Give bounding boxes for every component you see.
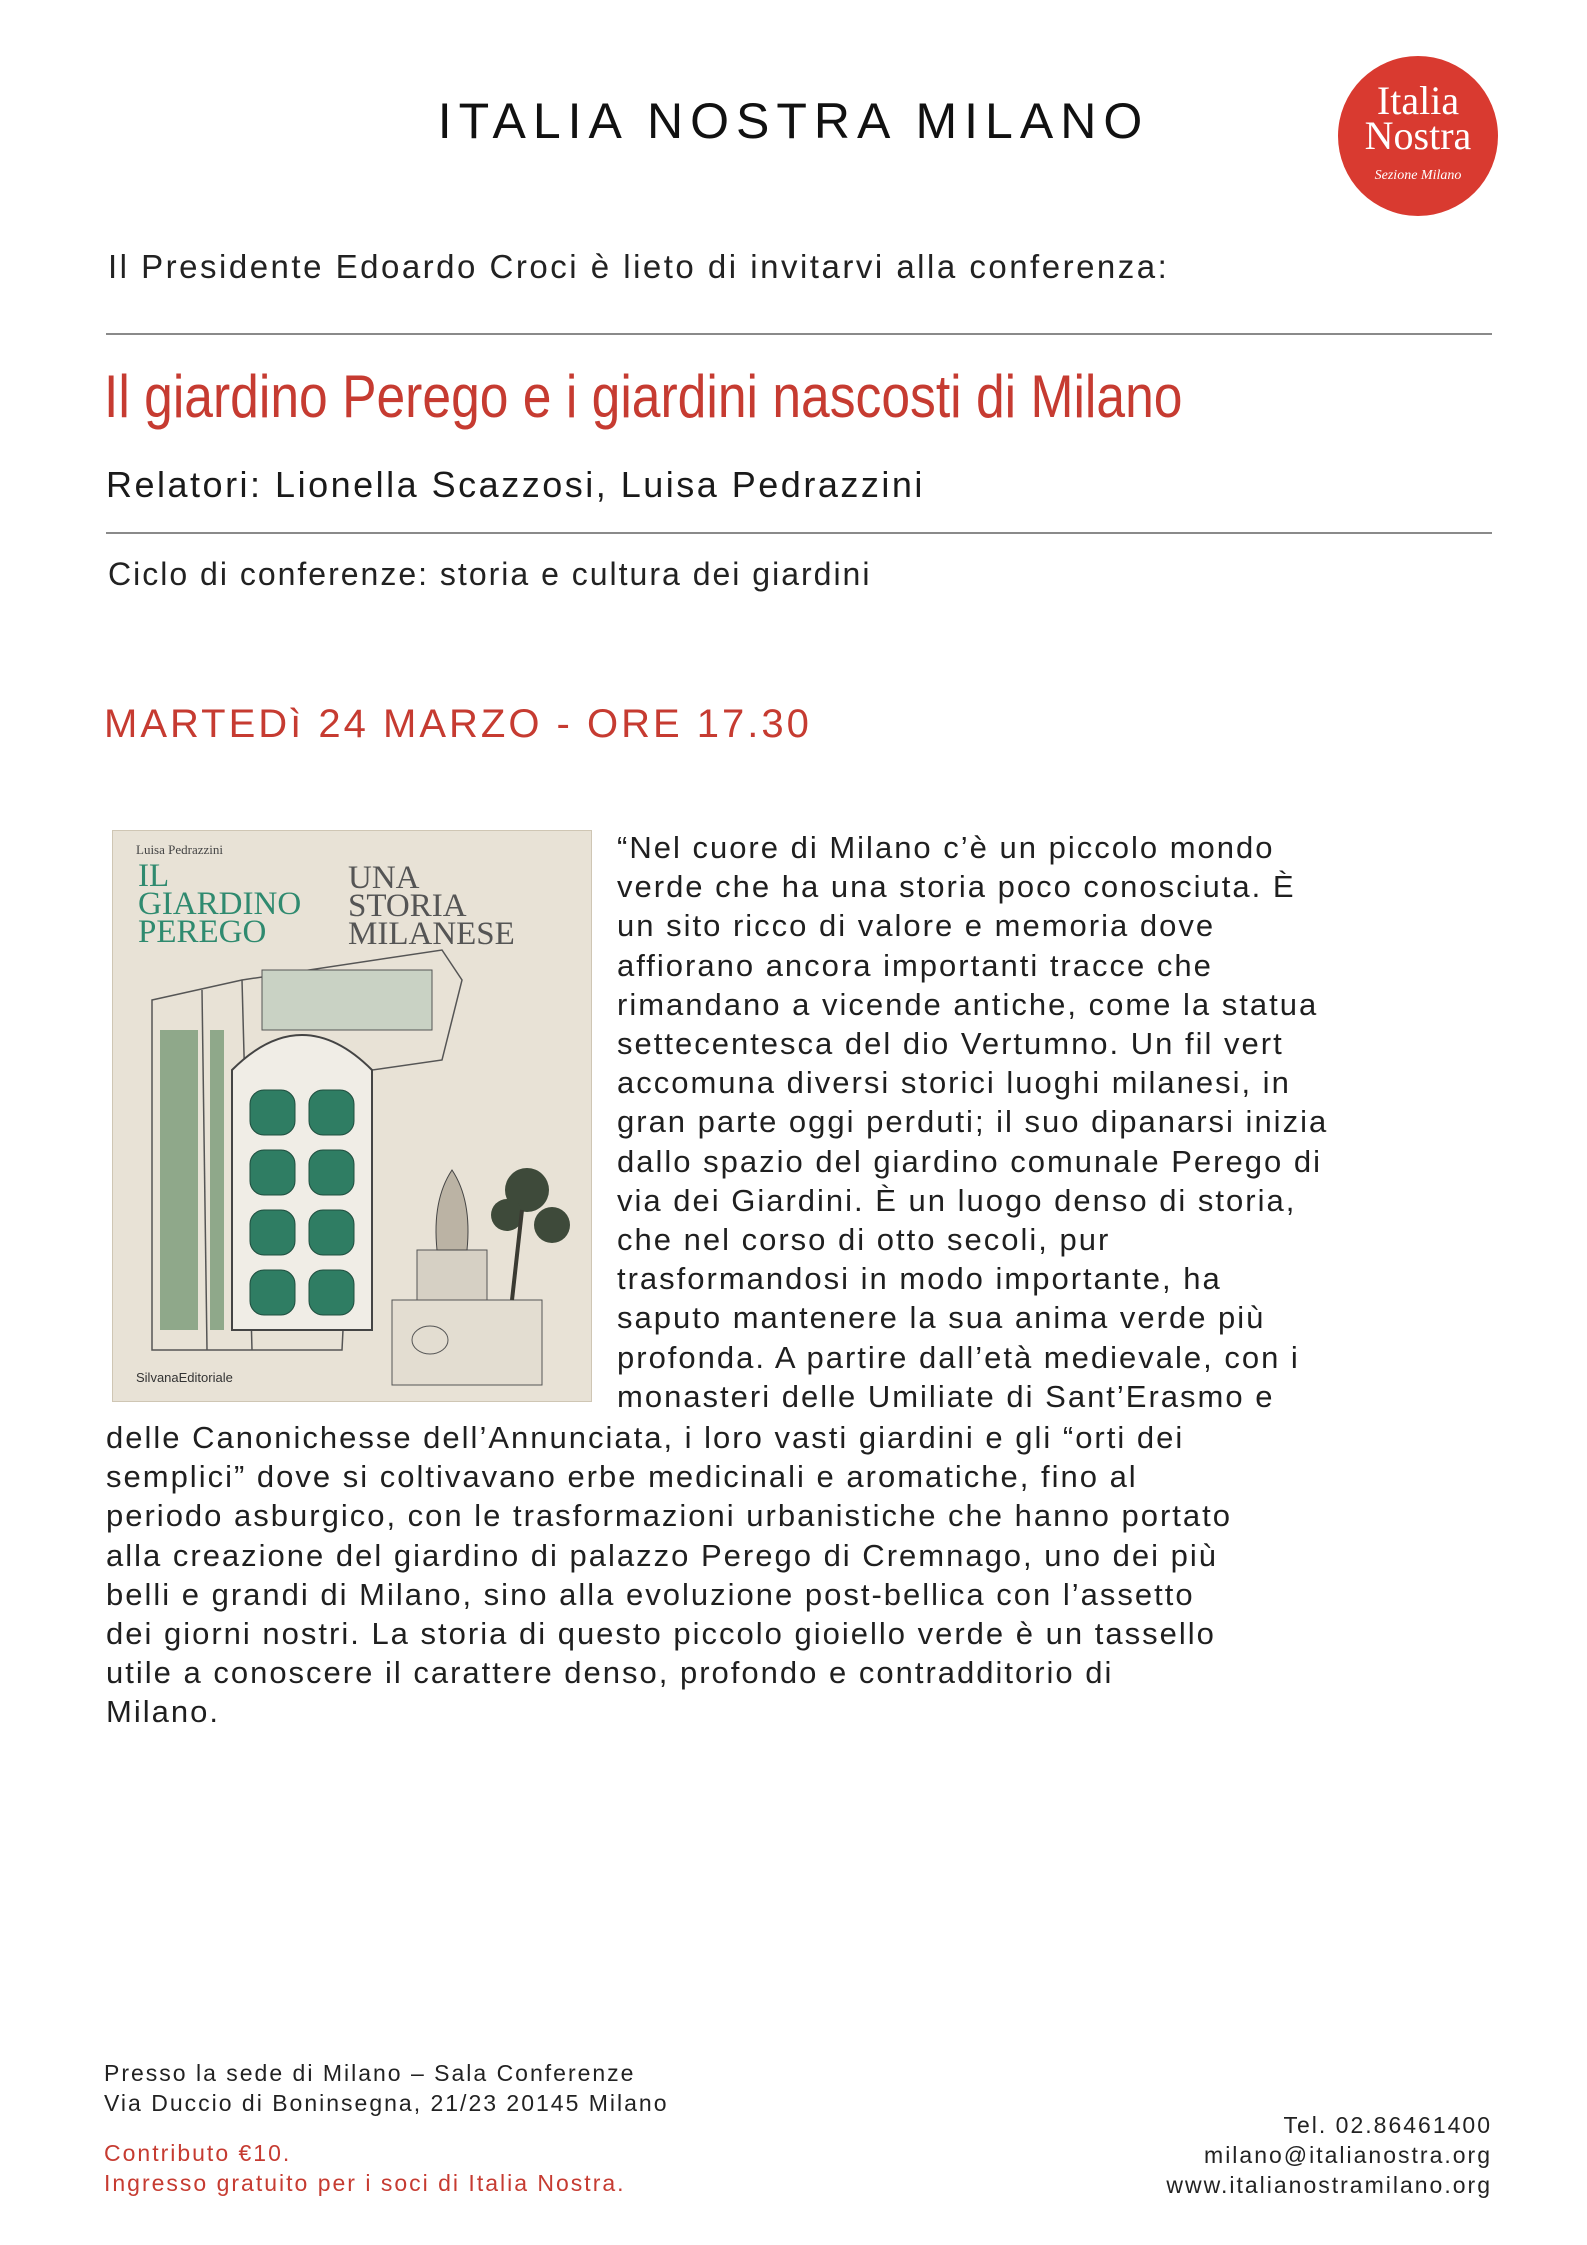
description-line: belli e grandi di Milano, sino alla evoluzione post-bellica con l’assetto xyxy=(106,1576,1195,1612)
cover-title-left-line: GIARDINO xyxy=(138,886,302,922)
logo-line-1: Italia xyxy=(1376,78,1460,123)
description-line: saputo mantenere la sua anima verde più xyxy=(617,1300,1266,1336)
cover-title-left-line: PEREGO xyxy=(138,914,267,950)
description-line: delle Canonichesse dell’Annunciata, i loro vasti giardini e gli “orti dei xyxy=(106,1420,1185,1455)
description-line: verde che ha una storia poco conosciuta. È xyxy=(617,869,1296,905)
cover-title-right-line: MILANESE xyxy=(348,916,515,952)
description-line: affiorano ancora importanti tracce che xyxy=(617,947,1213,983)
description-line: “Nel cuore di Milano c’è un piccolo mondo xyxy=(617,830,1275,865)
contact-info xyxy=(1000,2110,1492,2200)
event-date: MARTEDì 24 MARZO - ORE 17.30 xyxy=(104,702,812,746)
venue-info xyxy=(104,2058,669,2118)
description-line: dallo spazio del giardino comunale Perego di xyxy=(617,1143,1322,1179)
venue-line: Presso la sede di Milano – Sala Conferenze xyxy=(104,2060,636,2086)
description-line: settecentesca del dio Vertumno. Un fil vert xyxy=(617,1026,1284,1062)
description-line: profonda. A partire dall’età medievale, con i xyxy=(617,1339,1300,1375)
invitation-line: Il Presidente Edoardo Croci è lieto di invitarvi alla conferenza: xyxy=(108,248,1170,285)
email-link[interactable]: milano@italianostra.org xyxy=(1204,2142,1492,2168)
description-line: alla creazione del giardino di palazzo Perego di Cremnago, uno dei più xyxy=(106,1537,1218,1573)
description-line: trasformandosi in modo importante, ha xyxy=(617,1261,1222,1297)
speakers: Relatori: Lionella Scazzosi, Luisa Pedrazzini xyxy=(106,464,925,505)
cover-title-right-line: UNA xyxy=(348,860,420,896)
cover-publisher: SilvanaEditoriale xyxy=(136,1370,233,1385)
org-title: ITALIA NOSTRA MILANO xyxy=(437,93,1150,149)
description-column xyxy=(617,828,1492,1416)
description-line: utile a conoscere il carattere denso, profondo e contradditorio di xyxy=(106,1655,1114,1691)
event-title: Il giardino Perego e i giardini nascosti di Milano xyxy=(104,363,1183,430)
fee-info xyxy=(104,2138,626,2198)
divider xyxy=(106,532,1492,534)
italia-nostra-logo xyxy=(1338,56,1498,216)
description-line: che nel corso di otto secoli, pur xyxy=(617,1222,1111,1258)
description-full-width xyxy=(106,1418,1492,1732)
venue-address: Via Duccio di Boninsegna, 21/23 20145 Milano xyxy=(104,2090,669,2116)
description-line: monasteri delle Umiliate di Sant’Erasmo e xyxy=(617,1378,1275,1414)
description-line: Milano. xyxy=(106,1694,220,1730)
cover-title-left-line: IL xyxy=(138,858,170,894)
description-line: accomuna diversi storici luoghi milanesi, in xyxy=(617,1065,1291,1101)
cover-title-right-line: STORIA xyxy=(348,888,467,924)
book-cover-image xyxy=(112,830,592,1402)
conference-cycle: Ciclo di conferenze: storia e cultura dei giardini xyxy=(108,556,872,592)
divider xyxy=(106,333,1492,335)
description-line: gran parte oggi perduti; il suo dipanarsi inizia xyxy=(617,1104,1329,1140)
website-link[interactable]: www.italianostramilano.org xyxy=(1166,2172,1492,2198)
description-line: semplici” dove si coltivavano erbe medicinali e aromatiche, fino al xyxy=(106,1459,1138,1495)
description-line: rimandano a vicende antiche, come la statua xyxy=(617,986,1319,1022)
description-line: un sito ricco di valore e memoria dove xyxy=(617,908,1216,944)
garden-plan-illustration xyxy=(112,830,592,1402)
description-line: periodo asburgico, con le trasformazioni urbanistiche che hanno portato xyxy=(106,1498,1232,1534)
free-entry-line: Ingresso gratuito per i soci di Italia Nostra. xyxy=(104,2170,626,2196)
description-line: via dei Giardini. È un luogo denso di storia, xyxy=(617,1182,1297,1218)
description-line: dei giorni nostri. La storia di questo piccolo gioiello verde è un tassello xyxy=(106,1616,1216,1652)
cover-author: Luisa Pedrazzini xyxy=(136,842,223,857)
logo-line-3: Sezione Milano xyxy=(1374,168,1462,183)
fee-line: Contributo €10. xyxy=(104,2140,292,2166)
logo-line-2: Nostra xyxy=(1364,113,1472,158)
phone: Tel. 02.86461400 xyxy=(1283,2112,1492,2138)
